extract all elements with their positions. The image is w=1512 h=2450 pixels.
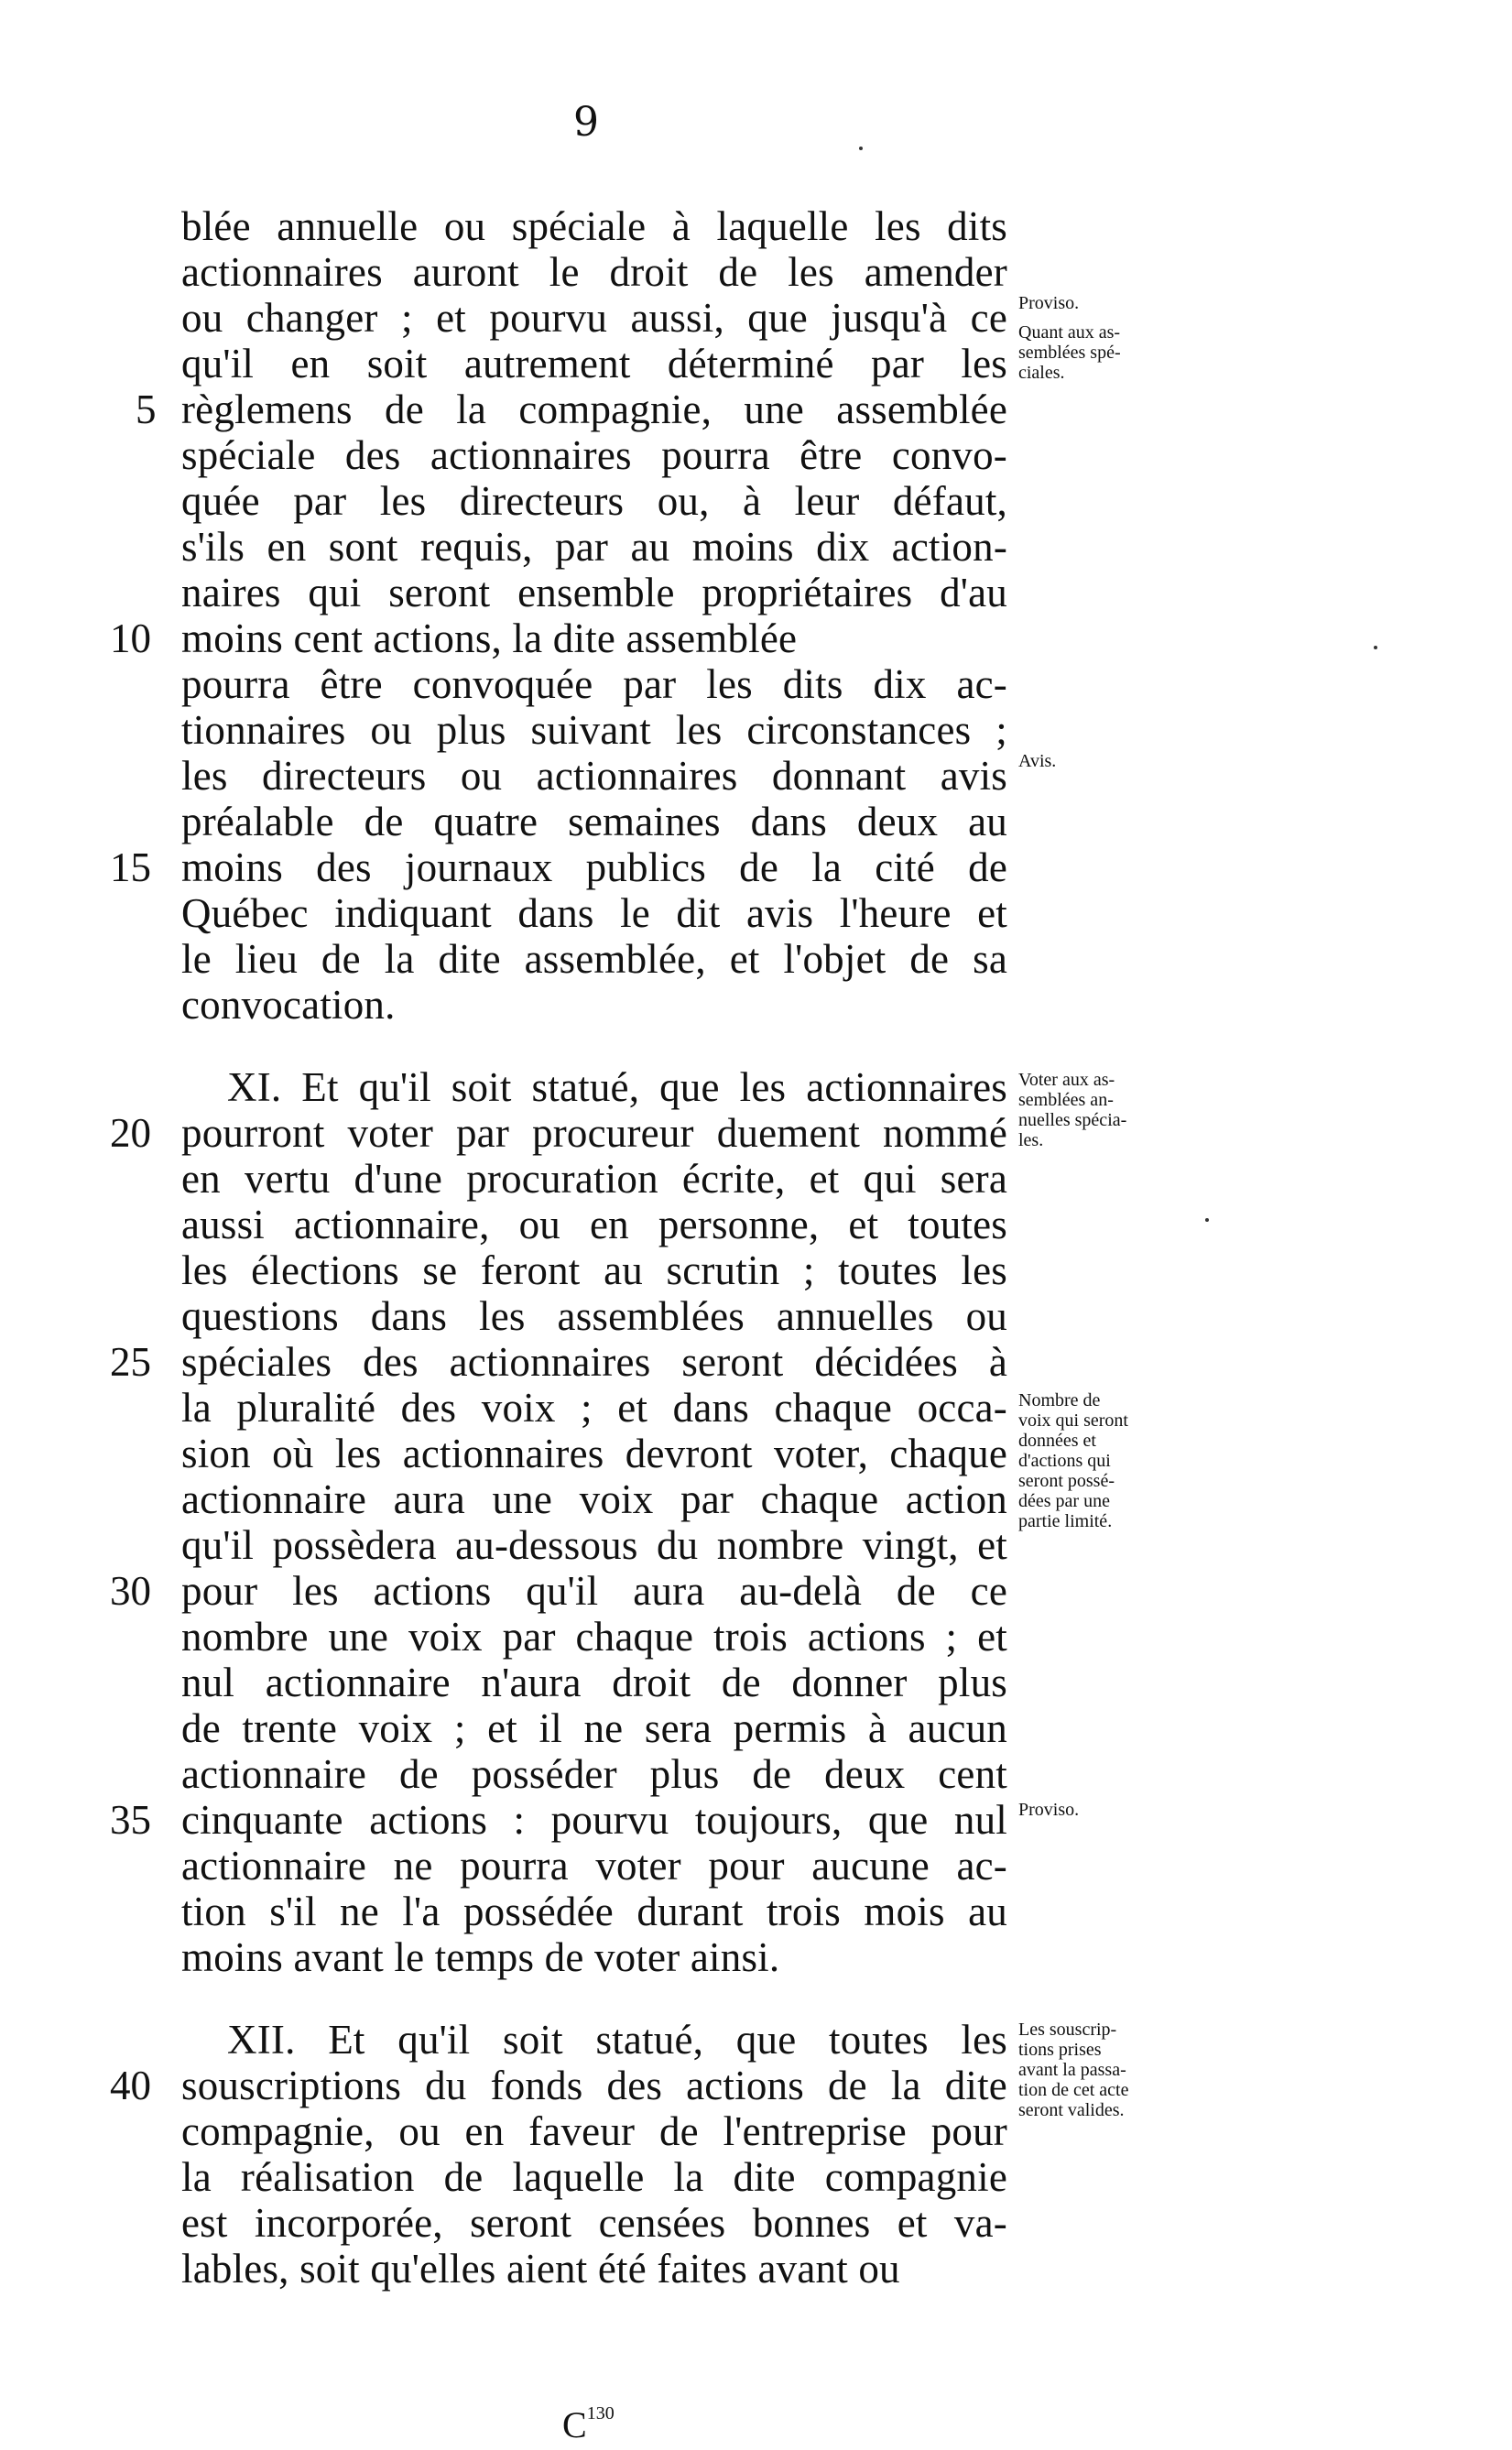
- text-line: de trente voix ; et il ne sera permis à aucun: [181, 1705, 1007, 1751]
- signature-mark: [562, 2403, 615, 2446]
- text-line: naires qui seront ensemble propriétaires d'au: [181, 570, 1007, 615]
- text-line: en vertu d'une procuration écrite, et qui sera: [181, 1156, 1007, 1202]
- text-line: aussi actionnaire, ou en personne, et toutes: [181, 1202, 1007, 1247]
- text-line: qu'il en soit autrement déterminé par les: [181, 341, 1007, 387]
- text-line: quée par les directeurs ou, à leur défaut,: [181, 478, 1007, 524]
- line-number: 5: [136, 387, 157, 432]
- line-number: 10: [110, 615, 151, 661]
- text-line: cinquante actions : pourvu toujours, que nul: [181, 1797, 1007, 1843]
- text-line: blée annuelle ou spéciale à laquelle les dits: [181, 203, 1007, 249]
- print-speck: [859, 147, 863, 150]
- text-line: actionnaires auront le droit de les amender: [181, 249, 1007, 295]
- text-line: nombre une voix par chaque trois actions ; et: [181, 1614, 1007, 1660]
- line-number: 35: [110, 1797, 151, 1843]
- text-line: la réalisation de laquelle la dite compagnie: [181, 2154, 1007, 2200]
- margin-note-souscriptions: Les souscrip- tions prises avant la passa- tion de cet acte seront valides.: [1018, 2020, 1129, 2120]
- text-line: le lieu de la dite assemblée, et l'objet de sa: [181, 936, 1007, 982]
- text-line: spéciales des actionnaires seront décidées à: [181, 1339, 1007, 1385]
- print-speck: [1205, 1218, 1209, 1222]
- text-line: souscriptions du fonds des actions de la dite: [181, 2063, 1007, 2108]
- print-speck: [1374, 646, 1377, 649]
- margin-note-proviso-2: Proviso.: [1018, 1800, 1080, 1820]
- section-xii-heading-line: XII. Et qu'il soit statué, que toutes les: [227, 2017, 1007, 2063]
- text-line: préalable de quatre semaines dans deux au: [181, 799, 1007, 844]
- page-number: 9: [573, 99, 599, 146]
- line-number: 20: [110, 1110, 151, 1156]
- text-line: actionnaire aura une voix par chaque action: [181, 1476, 1007, 1522]
- text-line: est incorporée, seront censées bonnes et va-: [181, 2200, 1007, 2246]
- text-line: moins cent actions, la dite assemblée: [181, 615, 798, 661]
- margin-note-proviso: Proviso.: [1018, 293, 1080, 313]
- text-line: règlemens de la compagnie, une assemblée: [181, 387, 1007, 432]
- text-line: actionnaire ne pourra voter pour aucune ac-: [181, 1843, 1007, 1889]
- text-line: pourra être convoquée par les dits dix ac-: [181, 661, 1007, 707]
- text-line: spéciale des actionnaires pourra être convo-: [181, 432, 1007, 478]
- text-line: les élections se feront au scrutin ; toutes les: [181, 1247, 1007, 1293]
- signature-letter: C: [562, 2404, 587, 2445]
- margin-note-nombre-de-voix: Nombre de voix qui seront données et d'actions qui seront possé- dées par une partie limité.: [1018, 1390, 1128, 1531]
- text-line: moins des journaux publics de la cité de: [181, 844, 1007, 890]
- margin-note-voter: Voter aux as- semblées an- nuelles spécia- les.: [1018, 1070, 1127, 1150]
- text-line: lables, soit qu'elles aient été faites avant ou: [181, 2246, 900, 2292]
- text-line: nul actionnaire n'aura droit de donner plus: [181, 1660, 1007, 1705]
- section-xi-heading-line: XI. Et qu'il soit statué, que les actionnaires: [227, 1064, 1007, 1110]
- line-number: 25: [110, 1339, 151, 1385]
- text-line: s'ils en sont requis, par au moins dix action-: [181, 524, 1007, 570]
- text-line: questions dans les assemblées annuelles ou: [181, 1293, 1007, 1339]
- text-line: qu'il possèdera au-dessous du nombre vingt, et: [181, 1522, 1007, 1568]
- text-line: convocation.: [181, 982, 396, 1028]
- text-line: les directeurs ou actionnaires donnant avis: [181, 753, 1007, 799]
- signature-number: 130: [586, 2403, 615, 2423]
- text-line: pour les actions qu'il aura au-delà de ce: [181, 1568, 1007, 1614]
- text-line: tion s'il ne l'a possédée durant trois mois au: [181, 1889, 1007, 1934]
- text-line: compagnie, ou en faveur de l'entreprise pour: [181, 2108, 1007, 2154]
- text-line: pourront voter par procureur duement nommé: [181, 1110, 1007, 1156]
- text-line: tionnaires ou plus suivant les circonstances ;: [181, 707, 1007, 753]
- text-line: Québec indiquant dans le dit avis l'heure et: [181, 890, 1007, 936]
- margin-note-assemblees-speciales: Quant aux as- semblées spé- ciales.: [1018, 322, 1121, 383]
- line-number: 40: [110, 2063, 151, 2108]
- margin-note-avis: Avis.: [1018, 751, 1057, 771]
- text-line: la pluralité des voix ; et dans chaque occa-: [181, 1385, 1007, 1431]
- text-line: ou changer ; et pourvu aussi, que jusqu'à ce: [181, 295, 1007, 341]
- line-number: 15: [110, 844, 151, 890]
- text-line: moins avant le temps de voter ainsi.: [181, 1934, 780, 1980]
- text-line: sion où les actionnaires devront voter, chaque: [181, 1431, 1007, 1476]
- line-number: 30: [110, 1568, 151, 1614]
- text-line: actionnaire de posséder plus de deux cent: [181, 1751, 1007, 1797]
